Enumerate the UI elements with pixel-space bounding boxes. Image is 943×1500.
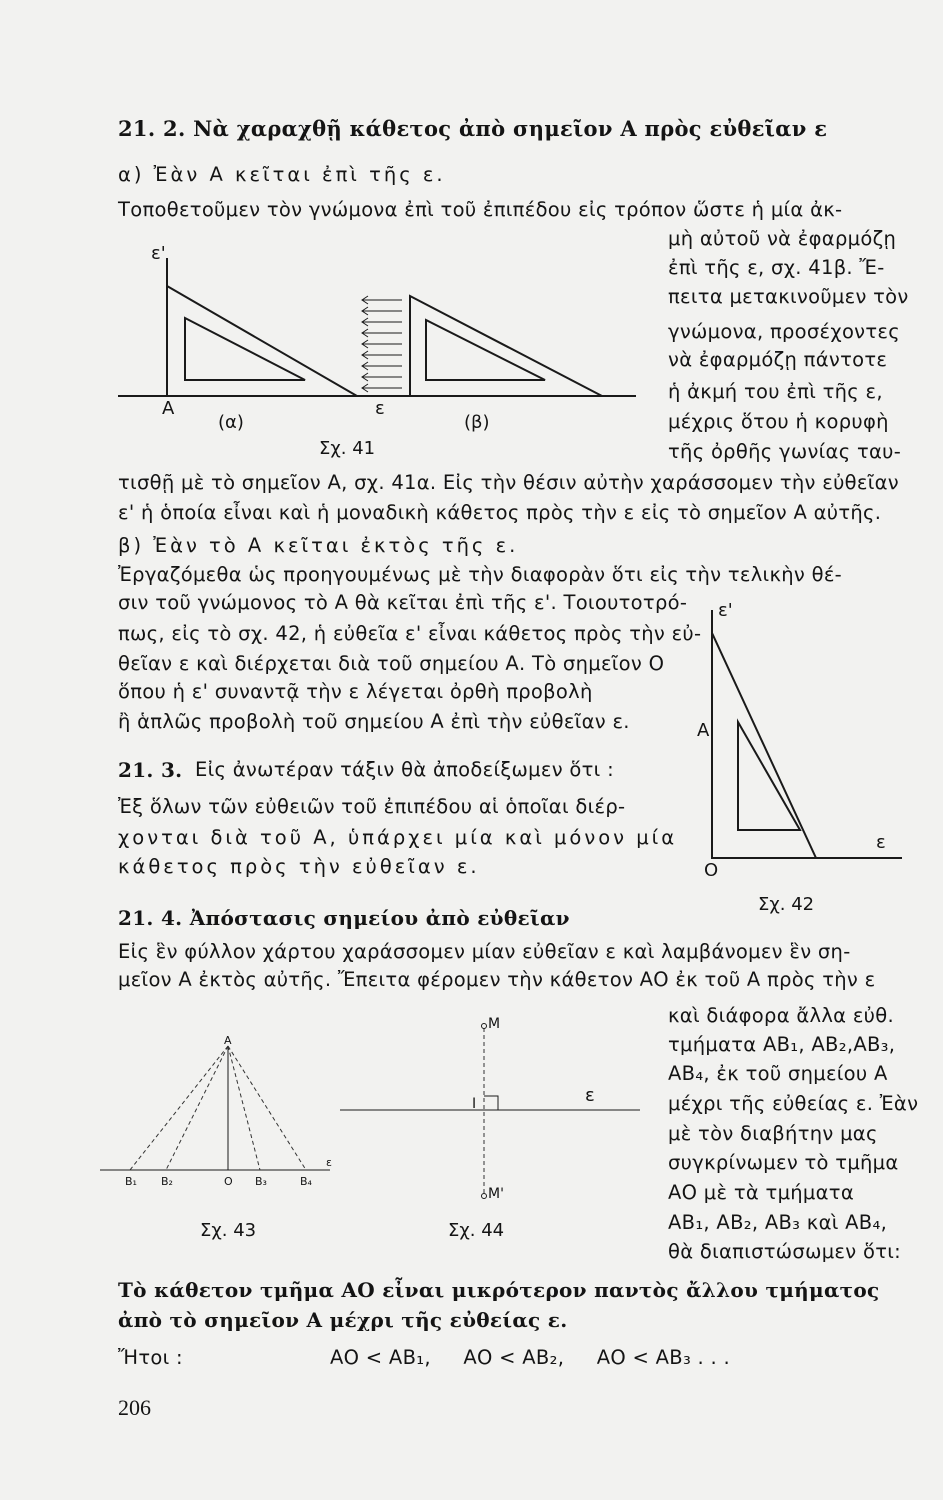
fig43-e: ε <box>326 1156 332 1169</box>
fig44-caption: Σχ. 44 <box>448 1220 505 1241</box>
conclusion-line-2: ἀπὸ τὸ σημεῖον Α μέχρι τῆς εὐθείας ε. <box>118 1308 568 1332</box>
text-line: συγκρίνωμεν τὸ τμῆμα <box>668 1151 899 1174</box>
text-line: ΑΒ₁, ΑΒ₂, ΑΒ₃ καὶ ΑΒ₄, <box>668 1211 888 1234</box>
inequalities: ΑΟ < ΑΒ₁, ΑΟ < ΑΒ₂, ΑΟ < ΑΒ₃ . . . <box>330 1346 731 1369</box>
fig42-eps-prime: ε' <box>718 600 733 621</box>
right-angle-mark <box>484 1096 498 1110</box>
fig41-caption: Σχ. 41 <box>319 438 376 459</box>
text-line: γνώμονα, προσέχοντες <box>668 320 901 343</box>
fig43-b3: Β₃ <box>255 1175 267 1188</box>
text-line: μὲ τὸν διαβήτην μας <box>668 1122 878 1145</box>
conclusion-line-1: Τὸ κάθετον τμῆμα ΑΟ εἶναι μικρότερον παντὸς ἄλλου τμήματος <box>118 1278 880 1302</box>
text-line: χονται διὰ τοῦ Α, ὑπάρχει μία καὶ μόνον μία <box>118 826 678 849</box>
fig43-a: Α <box>224 1034 232 1047</box>
text-line: ε' ἡ ὁποία εἶναι καὶ ἡ μοναδικὴ κάθετος πρὸς τὴν ε εἰς τὸ σημεῖον Α αὐτῆς. <box>118 501 882 524</box>
fig41-point-a: Α <box>162 398 175 419</box>
text-line: τμήματα ΑΒ₁, ΑΒ₂,ΑΒ₃, <box>668 1033 896 1056</box>
text-line: μὴ αὐτοῦ νὰ ἐφαρμόζῃ <box>668 227 897 250</box>
text-line: σιν τοῦ γνώμονος τὸ Α θὰ κεῖται ἐπὶ τῆς ε'. Τοιουτοτρό- <box>118 591 688 614</box>
fig43-b1: Β₁ <box>125 1175 137 1188</box>
section-21-4-heading: 21. 4. Ἀπόστασις σημείου ἀπὸ εὐθεῖαν <box>118 906 570 930</box>
text-line: πειτα μετακινοῦμεν τὸν <box>668 285 909 308</box>
text-line: μέχρις ὅτου ἡ κορυφὴ <box>668 410 889 433</box>
fig43-b2: Β₂ <box>161 1175 173 1188</box>
text-line: θεῖαν ε καὶ διέρχεται διὰ τοῦ σημείου Α. Τὸ σημεῖον Ο <box>118 652 665 675</box>
text-line: ἢ ἁπλῶς προβολὴ τοῦ σημείου Α ἐπὶ τὴν εὐθεῖαν ε. <box>118 710 630 733</box>
text-line: τῆς ὀρθῆς γωνίας ταυ- <box>668 440 902 463</box>
fig43-caption: Σχ. 43 <box>200 1220 257 1241</box>
text-line: κάθετος πρὸς τὴν εὐθεῖαν ε. <box>118 855 480 878</box>
section-21-3-intro: Εἰς ἀνωτέραν τάξιν θὰ ἀποδείξωμεν ὅτι : <box>195 758 614 781</box>
fig41-eps-prime: ε' <box>151 243 166 264</box>
case-a-title: α) Ἐὰν Α κεῖται ἐπὶ τῆς ε. <box>118 163 446 186</box>
fig41-label-a: (α) <box>218 412 244 433</box>
fig44-eps: ε <box>585 1085 595 1106</box>
text-line: θὰ διαπιστώσωμεν ὅτι: <box>668 1240 901 1263</box>
text-line: καὶ διάφορα ἄλλα εὐθ. <box>668 1004 894 1027</box>
page-number: 206 <box>118 1395 151 1420</box>
text-line: ἡ ἀκμή του ἐπὶ τῆς ε, <box>668 380 883 403</box>
text-line: ΑΟ μὲ τὰ τμήματα <box>668 1181 854 1204</box>
fig42-caption: Σχ. 42 <box>758 894 815 915</box>
text-line: Ἐξ ὅλων τῶν εὐθειῶν τοῦ ἐπιπέδου αἱ ὁποῖαι διέρ- <box>118 795 626 818</box>
fig41-eps: ε <box>375 398 385 419</box>
point-m <box>482 1024 487 1029</box>
text-line: μεῖον Α ἐκτὸς αὐτῆς. Ἔπειτα φέρομεν τὴν κάθετον ΑΟ ἐκ τοῦ Α πρὸς τὴν ε <box>118 968 876 991</box>
fig43-o: Ο <box>224 1175 233 1188</box>
htoi-label: Ἤτοι : <box>118 1346 183 1369</box>
section-21-2-heading: 21. 2. Νὰ χαραχθῇ κάθετος ἀπὸ σημεῖον Α πρὸς εὐθεῖαν ε <box>118 116 828 141</box>
text-line: Ἐργαζόμεθα ὡς προηγουμένως μὲ τὴν διαφορὰν ὅτι εἰς τὴν τελικὴν θέ- <box>118 563 842 586</box>
text-line: μέχρι τῆς εὐθείας ε. Ἐὰν <box>668 1092 919 1115</box>
text-line: τισθῇ μὲ τὸ σημεῖον Α, σχ. 41α. Εἰς τὴν θέσιν αὐτὴν χαράσσομεν τὴν εὐθεῖαν <box>118 471 899 494</box>
text-line: ΑΒ₄, ἐκ τοῦ σημείου Α <box>668 1062 888 1085</box>
section-21-3-heading: 21. 3. <box>118 758 183 782</box>
text-line: ἐπὶ τῆς ε, σχ. 41β. Ἔ- <box>668 256 885 279</box>
text-line: πως, εἰς τὸ σχ. 42, ἡ εὐθεῖα ε' εἶναι κάθετος πρὸς τὴν εὐ- <box>118 622 702 645</box>
text-line: Εἰς ἓν φύλλον χάρτου χαράσσομεν μίαν εὐθεῖαν ε καὶ λαμβάνομεν ἓν ση- <box>118 940 851 963</box>
case-b-title: β) Ἐὰν τὸ Α κεῖται ἐκτὸς τῆς ε. <box>118 534 519 557</box>
point-m-prime <box>482 1194 487 1199</box>
text-line: νὰ ἐφαρμόζῃ πάντοτε <box>668 348 888 371</box>
fig42-point-a: Α <box>697 720 710 741</box>
text-line: Τοποθετοῦμεν τὸν γνώμονα ἐπὶ τοῦ ἐπιπέδου εἰς τρόπον ὥστε ἡ μία ἀκ- <box>118 198 843 221</box>
fig43-b4: Β₄ <box>300 1175 312 1188</box>
text-line: ὅπου ἡ ε' συναντᾷ τὴν ε λέγεται ὀρθὴ προβολὴ <box>118 680 593 703</box>
fig44-m-prime: Μ' <box>488 1186 504 1202</box>
fig42-eps: ε <box>876 832 886 853</box>
fig44-m: Μ <box>488 1016 501 1032</box>
fig42-point-o: Ο <box>704 860 719 881</box>
fig41-label-b: (β) <box>464 412 490 433</box>
fig44-i: Ι <box>472 1096 477 1112</box>
